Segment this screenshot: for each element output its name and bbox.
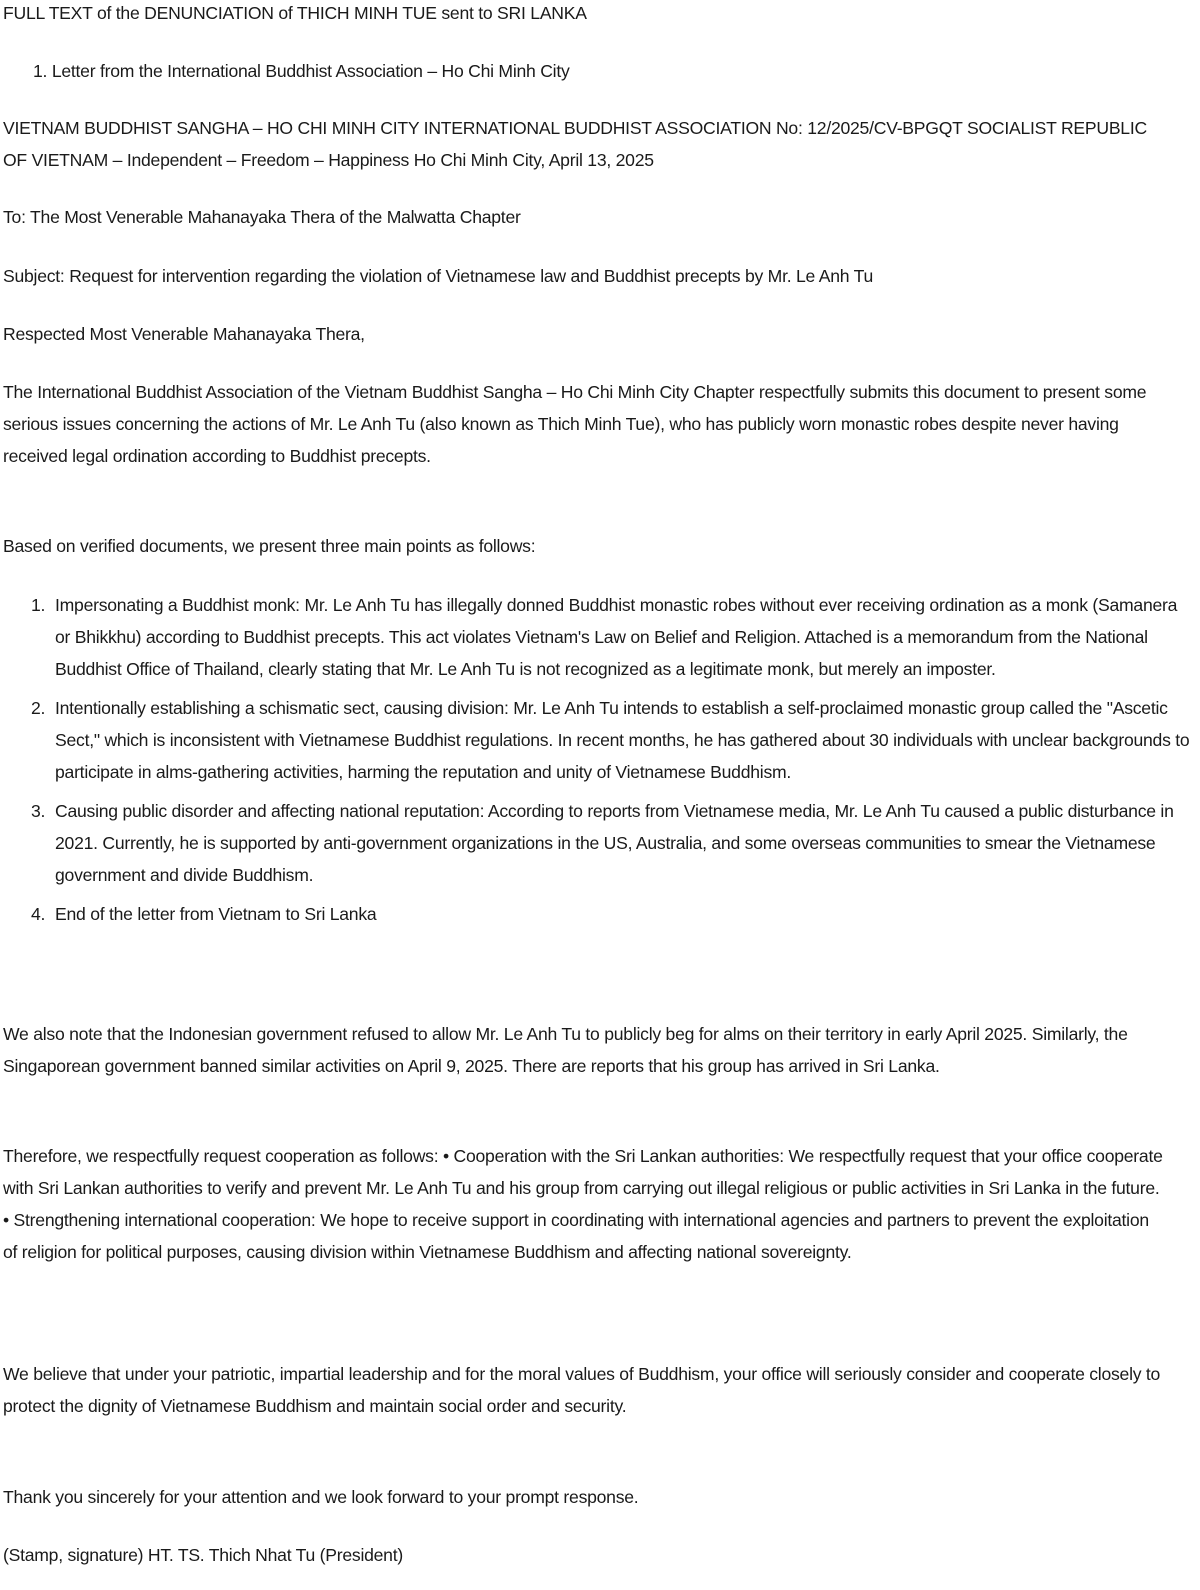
document-title: FULL TEXT of the DENUNCIATION of THICH MINH TUE sent to SRI LANKA [3, 3, 587, 23]
list-item-text: End of the letter from Vietnam to Sri Lanka [55, 904, 377, 924]
subject-line: Subject: Request for intervention regarding the violation of Vietnamese law and Buddhist precepts by Mr. Le Anh Tu [3, 266, 873, 286]
list-item-number: 2. [31, 698, 46, 718]
intro-paragraph: The International Buddhist Association of the Vietnam Buddhist Sangha – Ho Chi Minh City Chapter respectfully submits this document to present some serious issues concerning the actions of Mr. Le Anh Tu (also known as Thich Minh Tue), who has publicly worn monastic robes despite never having received legal ordination according to Buddhist precepts. [3, 382, 1147, 466]
points-list [3, 589, 1193, 937]
salutation: Respected Most Venerable Mahanayaka Thera, [3, 324, 365, 344]
list-item-text: Intentionally establishing a schismatic sect, causing division: Mr. Le Anh Tu intends to establish a self-proclaimed monastic group called the "Ascetic Sect," which is inconsistent with Vietnamese Buddhist regulations. In recent months, he has gathered about 30 individuals with unclear backgrounds to participate in alms-gathering activities, harming the reputation and unity of Vietnamese Buddhism. [55, 698, 1190, 782]
list-item-number: 1. [31, 595, 46, 615]
belief-paragraph: We believe that under your patriotic, impartial leadership and for the moral values of Buddhism, your office will seriously consider and cooperate closely to protect the dignity of Vietnamese Buddhism and maintain social order and security. [3, 1364, 1161, 1416]
list-item-text: Causing public disorder and affecting national reputation: According to reports from Vietnamese media, Mr. Le Anh Tu caused a public disturbance in 2021. Currently, he is supported by anti-government organizations in the US, Australia, and some overseas communities to smear the Vietnamese government and divide Buddhism. [55, 801, 1174, 885]
list-item [3, 589, 1193, 685]
list-item-text: Impersonating a Buddhist monk: Mr. Le Anh Tu has illegally donned Buddhist monastic robes without ever receiving ordination as a monk (Samanera or Bhikkhu) according to Buddhist precepts. This act violates Vietnam's Law on Belief and Religion. Attached is a memorandum from the National Buddhist Office of Thailand, clearly stating that Mr. Le Anh Tu is not recognized as a legitimate monk, but merely an imposter. [55, 595, 1178, 679]
list-item [3, 692, 1193, 788]
signature-line: (Stamp, signature) HT. TS. Thich Nhat Tu (President) [3, 1545, 403, 1565]
heading-item [33, 55, 570, 87]
also-note-paragraph: We also note that the Indonesian government refused to allow Mr. Le Anh Tu to publicly beg for alms on their territory in early April 2025. Similarly, the Singaporean government banned similar activities on April 9, 2025. There are reports that his group has arrived in Sri Lanka. [3, 1024, 1128, 1076]
points-intro: Based on verified documents, we present three main points as follows: [3, 536, 536, 556]
list-item [3, 898, 1193, 930]
request-paragraph: Therefore, we respectfully request cooperation as follows: • Cooperation with the Sri Lankan authorities: We respectfully request that your office cooperate with Sri Lankan authorities to verify and prevent Mr. Le Anh Tu and his group from carrying out illegal religious or public activities in Sri Lanka in the future. • Strengthening international cooperation: We hope to receive support in coordinating with international agencies and partners to prevent the exploitation of religion for political purposes, causing division within Vietnamese Buddhism and affecting national sovereignty. [3, 1146, 1163, 1262]
closing-line: Thank you sincerely for your attention and we look forward to your prompt response. [3, 1487, 639, 1507]
list-item [3, 795, 1193, 891]
letterhead: VIETNAM BUDDHIST SANGHA – HO CHI MINH CITY INTERNATIONAL BUDDHIST ASSOCIATION No: 12/2025/CV-BPGQT SOCIALIST REPUBLIC OF VIETNAM – Independent – Freedom – Happiness Ho Chi Minh City, April 13, 2025 [3, 118, 1147, 170]
list-item-number: 4. [31, 904, 46, 924]
list-item-number: 3. [31, 801, 46, 821]
heading-item-text: Letter from the International Buddhist Association – Ho Chi Minh City [51, 61, 570, 81]
recipient-line: To: The Most Venerable Mahanayaka Thera of the Malwatta Chapter [3, 207, 521, 227]
heading-item-number: 1. [33, 61, 48, 81]
